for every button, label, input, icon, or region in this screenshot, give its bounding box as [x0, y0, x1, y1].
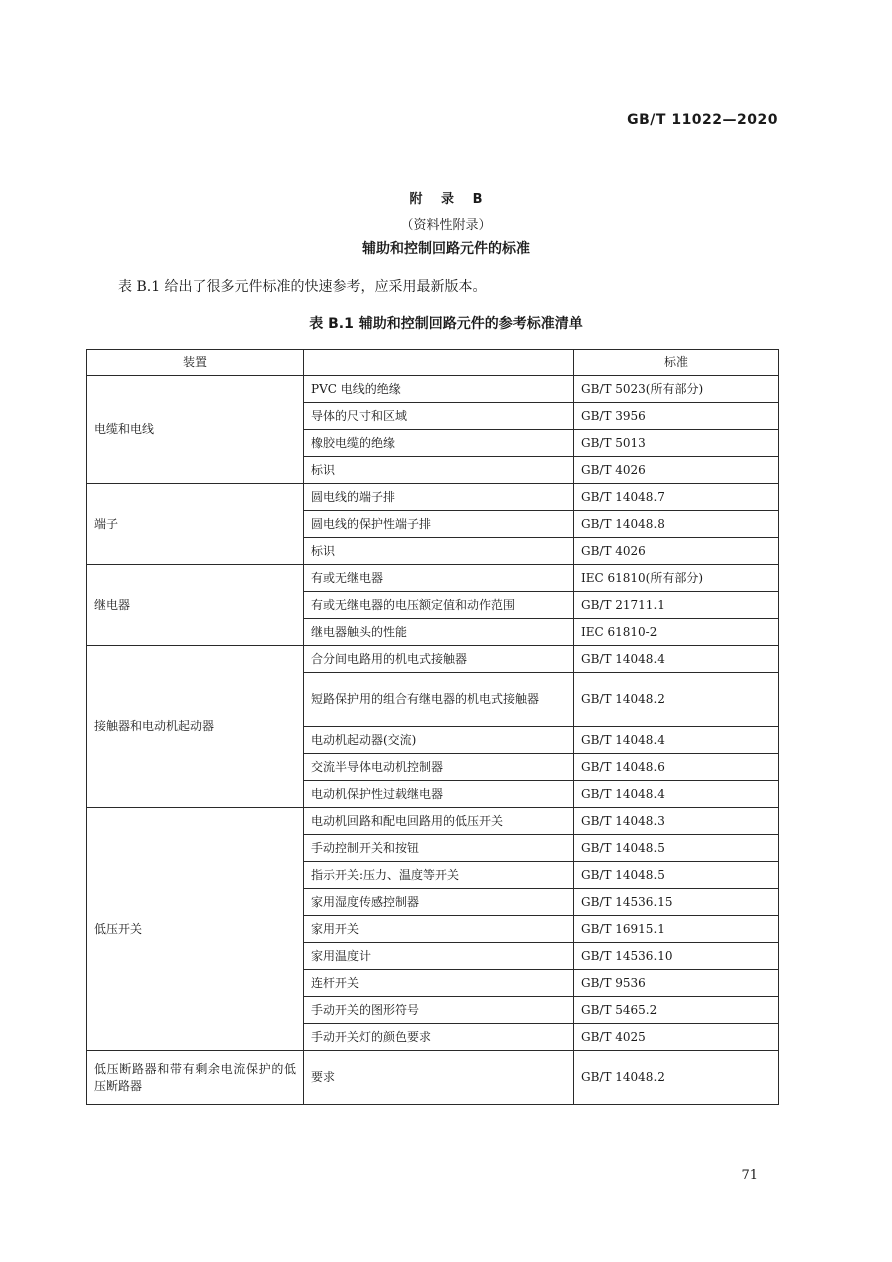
- standard-cell: GB/T 14048.7: [574, 484, 779, 511]
- description-cell: 电动机起动器(交流): [304, 727, 574, 754]
- standard-cell: GB/T 14048.5: [574, 835, 779, 862]
- standard-cell: GB/T 14048.2: [574, 1051, 779, 1105]
- description-cell: 交流半导体电动机控制器: [304, 754, 574, 781]
- standard-cell: GB/T 21711.1: [574, 592, 779, 619]
- standard-cell: GB/T 16915.1: [574, 916, 779, 943]
- device-cell: 继电器: [87, 565, 304, 646]
- standard-cell: GB/T 4026: [574, 538, 779, 565]
- description-cell: 手动开关灯的颜色要求: [304, 1024, 574, 1051]
- description-cell: 合分间电路用的机电式接触器: [304, 646, 574, 673]
- standard-cell: GB/T 14048.5: [574, 862, 779, 889]
- standard-cell: GB/T 14048.4: [574, 727, 779, 754]
- description-cell: 家用开关: [304, 916, 574, 943]
- device-cell: 低压断路器和带有剩余电流保护的低压断路器: [87, 1051, 304, 1105]
- table-header-row: [87, 350, 779, 376]
- standard-cell: IEC 61810(所有部分): [574, 565, 779, 592]
- device-cell: 电缆和电线: [87, 376, 304, 484]
- standard-cell: GB/T 14048.4: [574, 781, 779, 808]
- table-row: [87, 1051, 779, 1105]
- description-cell: 电动机保护性过载继电器: [304, 781, 574, 808]
- description-cell: 标识: [304, 457, 574, 484]
- standard-cell: GB/T 5023(所有部分): [574, 376, 779, 403]
- table-row: [87, 808, 779, 835]
- description-cell: 连杆开关: [304, 970, 574, 997]
- table-row: [87, 484, 779, 511]
- standard-cell: GB/T 14048.2: [574, 673, 779, 727]
- device-cell: 低压开关: [87, 808, 304, 1051]
- description-cell: 标识: [304, 538, 574, 565]
- description-cell: 家用湿度传感控制器: [304, 889, 574, 916]
- standard-cell: GB/T 4025: [574, 1024, 779, 1051]
- description-cell: 圆电线的端子排: [304, 484, 574, 511]
- table-row: [87, 646, 779, 673]
- appendix-title: 辅助和控制回路元件的标准: [362, 241, 530, 257]
- appendix-label: 附 录 B: [409, 192, 483, 207]
- description-cell: 橡胶电缆的绝缘: [304, 430, 574, 457]
- header-device: 装置: [87, 350, 304, 376]
- description-cell: 继电器触头的性能: [304, 619, 574, 646]
- standard-cell: GB/T 9536: [574, 970, 779, 997]
- standard-cell: GB/T 14048.8: [574, 511, 779, 538]
- standards-table: [86, 349, 779, 1105]
- standard-cell: GB/T 14048.4: [574, 646, 779, 673]
- standard-cell: GB/T 5465.2: [574, 997, 779, 1024]
- description-cell: PVC 电线的绝缘: [304, 376, 574, 403]
- description-cell: 指示开关:压力、温度等开关: [304, 862, 574, 889]
- description-cell: 家用温度计: [304, 943, 574, 970]
- description-cell: 短路保护用的组合有继电器的机电式接触器: [304, 673, 574, 727]
- standard-cell: GB/T 5013: [574, 430, 779, 457]
- description-cell: 圆电线的保护性端子排: [304, 511, 574, 538]
- description-cell: 电动机回路和配电回路用的低压开关: [304, 808, 574, 835]
- appendix-note: （资料性附录）: [400, 218, 492, 233]
- standard-cell: GB/T 3956: [574, 403, 779, 430]
- intro-paragraph: 表 B.1 给出了很多元件标准的快速参考，应采用最新版本。: [118, 279, 487, 295]
- standard-cell: GB/T 14048.6: [574, 754, 779, 781]
- standard-cell: GB/T 4026: [574, 457, 779, 484]
- device-cell: 接触器和电动机起动器: [87, 646, 304, 808]
- description-cell: 有或无继电器: [304, 565, 574, 592]
- table-caption: 表 B.1 辅助和控制回路元件的参考标准清单: [309, 316, 583, 332]
- standard-code: GB/T 11022—2020: [627, 112, 778, 128]
- header-standard: 标准: [574, 350, 779, 376]
- description-cell: 要求: [304, 1051, 574, 1105]
- standard-cell: IEC 61810-2: [574, 619, 779, 646]
- device-cell: 端子: [87, 484, 304, 565]
- standard-cell: GB/T 14048.3: [574, 808, 779, 835]
- standard-cell: GB/T 14536.10: [574, 943, 779, 970]
- description-cell: 有或无继电器的电压额定值和动作范围: [304, 592, 574, 619]
- description-cell: 导体的尺寸和区域: [304, 403, 574, 430]
- description-cell: 手动控制开关和按钮: [304, 835, 574, 862]
- header-description: [304, 350, 574, 376]
- table-row: [87, 565, 779, 592]
- standard-cell: GB/T 14536.15: [574, 889, 779, 916]
- table-row: [87, 376, 779, 403]
- description-cell: 手动开关的图形符号: [304, 997, 574, 1024]
- page-number: 71: [741, 1168, 758, 1183]
